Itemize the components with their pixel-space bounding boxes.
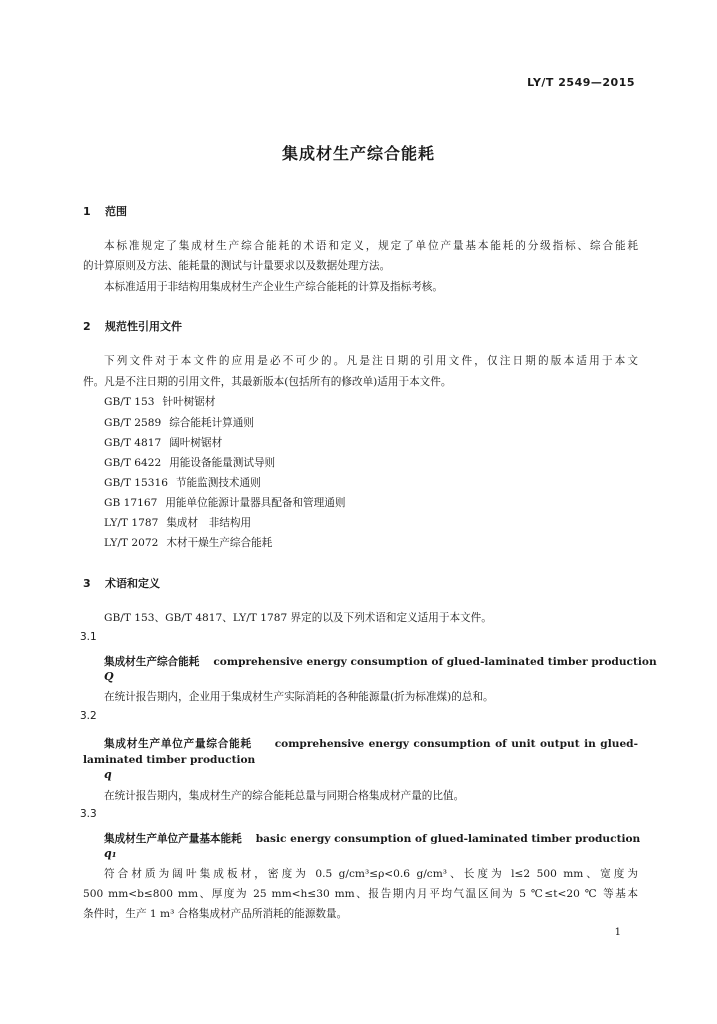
section-title: 术语和定义 (105, 577, 160, 590)
term-chinese: 集成材生产综合能耗 (104, 656, 200, 668)
term-definition: 在统计报告期内，集成材生产的综合能耗总量与同期合格集成材产量的比值。 (104, 790, 465, 802)
term-english: laminated timber production (83, 754, 256, 766)
term-definition-line-3: 条件时，生产 1 m³ 合格集成材产品所消耗的能源数量。 (83, 908, 348, 920)
term-number: 3.1 (80, 631, 97, 643)
term-symbol: q (104, 768, 112, 781)
section-2-heading (83, 318, 182, 334)
reference-code: GB/T 4817 (104, 437, 162, 449)
term-english: comprehensive energy consumption of glued-laminated timber production (213, 656, 657, 668)
reference-code: LY/T 2072 (104, 537, 159, 549)
reference-code: GB 17167 (104, 497, 158, 509)
section-1-para-2: 本标准适用于非结构用集成材生产企业生产综合能耗的计算及指标考核。 (104, 281, 443, 293)
reference-title: 木材干燥生产综合能耗 (166, 537, 273, 549)
reference-title: 用能单位能源计量器具配备和管理通则 (165, 497, 346, 509)
term-symbol: q₁ (104, 847, 117, 860)
term-symbol: Q (104, 670, 114, 683)
reference-item (104, 515, 251, 530)
term-number: 3.2 (80, 710, 97, 722)
term-number: 3.3 (80, 808, 97, 820)
reference-title: 针叶树锯材 (162, 396, 216, 408)
term-chinese: 集成材生产单位产量基本能耗 (104, 833, 242, 845)
section-2-intro-line-2: 件。凡是不注日期的引用文件，其最新版本(包括所有的修改单)适用于本文件。 (83, 376, 452, 388)
section-3-heading (83, 575, 160, 591)
section-number: 1 (83, 205, 91, 218)
term-english: comprehensive energy consumption of unit output in glued- (274, 738, 638, 750)
term-chinese: 集成材生产单位产量综合能耗 (104, 738, 252, 750)
term-definition: 在统计报告期内，企业用于集成材生产实际消耗的各种能源量(折为标准煤)的总和。 (104, 691, 494, 703)
term-heading (104, 827, 640, 846)
reference-title: 用能设备能量测试导则 (169, 457, 276, 469)
reference-item (104, 535, 272, 550)
page-number: 1 (614, 927, 621, 938)
reference-code: GB/T 6422 (104, 457, 162, 469)
reference-title: 阔叶树锯材 (169, 437, 223, 449)
reference-item (104, 455, 275, 470)
term-english: basic energy consumption of glued-laminated timber production (255, 833, 641, 845)
term-heading (104, 650, 657, 669)
section-2-intro-line-1: 下列文件对于本文件的应用是必不可少的。凡是注日期的引用文件，仅注日期的版本适用于本文 (104, 355, 638, 367)
section-title: 范围 (105, 205, 127, 218)
reference-code: LY/T 1787 (104, 517, 159, 529)
reference-item (104, 475, 261, 490)
reference-title: 节能监测技术通则 (175, 477, 261, 489)
reference-code: GB/T 2589 (104, 417, 162, 429)
reference-item (104, 495, 345, 510)
term-definition-line-1: 符合材质为阔叶集成板材，密度为 0.5 g/cm³≤ρ<0.6 g/cm³、长度为 l≤2 500 mm、宽度为 (104, 868, 638, 880)
section-1-heading (83, 203, 127, 219)
section-number: 2 (83, 320, 91, 333)
reference-code: GB/T 153 (104, 396, 155, 408)
reference-code: GB/T 15316 (104, 477, 168, 489)
section-1-para-1-line-1: 本标准规定了集成材生产综合能耗的术语和定义，规定了单位产量基本能耗的分级指标、综合能耗 (104, 240, 638, 252)
term-definition-line-2: 500 mm<b≤800 mm、厚度为 25 mm<h≤30 mm、报告期内月平均气温区间为 5 ℃≤t<20 ℃ 等基本 (83, 888, 638, 900)
reference-title: 综合能耗计算通则 (169, 417, 254, 429)
section-number: 3 (83, 577, 91, 590)
term-heading-continued (83, 748, 255, 767)
reference-title: 集成材 非结构用 (166, 517, 252, 529)
reference-item (104, 394, 215, 409)
reference-item (104, 435, 222, 450)
section-1-para-1-line-2: 的计算原则及方法、能耗量的测试与计量要求以及数据处理方法。 (83, 260, 391, 272)
section-3-intro: GB/T 153、GB/T 4817、LY/T 1787 界定的以及下列术语和定义适用于本文件。 (104, 612, 492, 624)
reference-item (104, 415, 254, 430)
standard-code: LY/T 2549—2015 (527, 76, 635, 89)
document-title: 集成材生产综合能耗 (281, 144, 435, 163)
section-title: 规范性引用文件 (105, 320, 182, 333)
